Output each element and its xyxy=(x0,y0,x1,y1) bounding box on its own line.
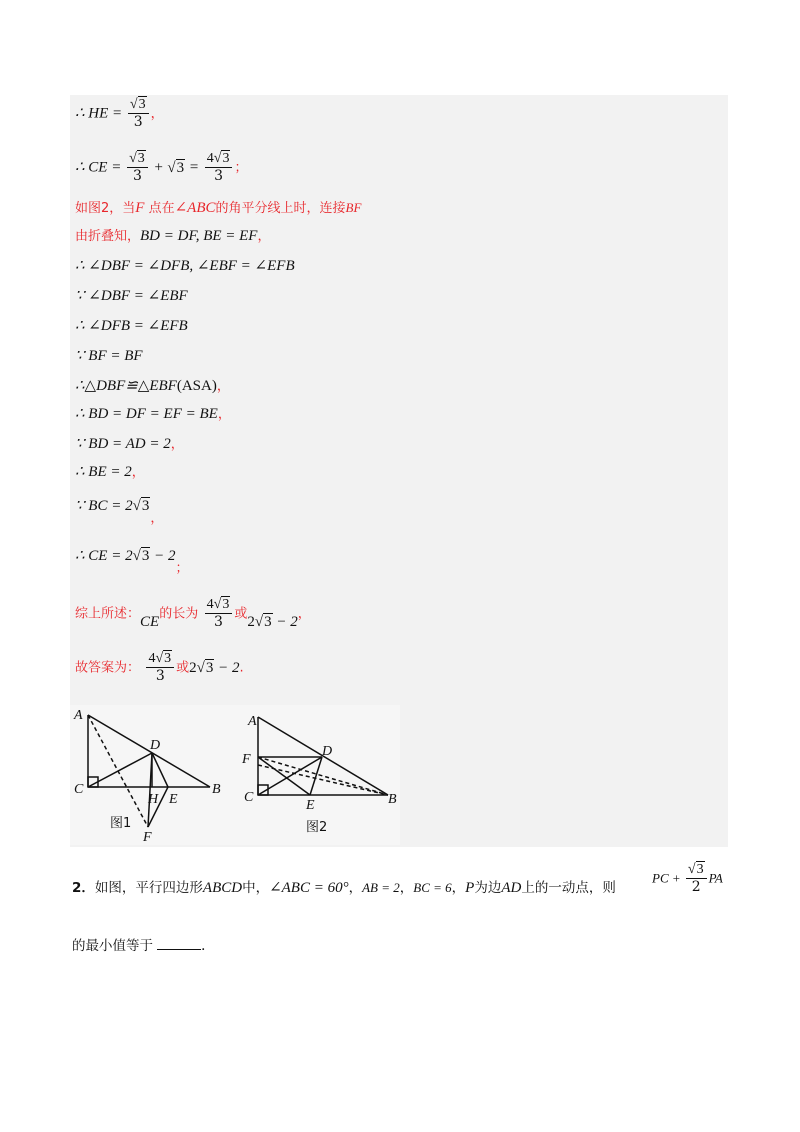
segment-ab xyxy=(88,715,210,787)
dashed-fb xyxy=(258,757,388,795)
question-2-line-1 xyxy=(72,862,732,902)
fraction-sqrt3-over-3 xyxy=(128,97,149,130)
denominator: 3 xyxy=(133,114,143,130)
fraction-4sqrt3-over-3 xyxy=(205,151,233,184)
denominator: 3 xyxy=(155,668,165,684)
line-ce-first xyxy=(75,151,247,184)
denominator: 3 xyxy=(132,168,142,184)
fraction-4sqrt3-over-3 xyxy=(146,651,174,684)
numerator: √3 xyxy=(127,151,148,168)
comma: ， xyxy=(217,407,231,422)
parallelogram-abcd: ABCD xyxy=(202,880,243,896)
line-angles-3: ∴ ∠DFB = ∠EFB xyxy=(75,318,188,334)
geometry-figure xyxy=(70,705,400,845)
question-2-line-2 xyxy=(72,934,205,954)
line-bc: ∵ BC = 2√3， xyxy=(75,498,164,526)
sqrt-3: √3 xyxy=(167,159,185,176)
numerator: 4√3 xyxy=(205,597,233,614)
numerator: √3 xyxy=(686,862,707,879)
minus-two: − 2 xyxy=(214,659,240,676)
question-2 xyxy=(72,862,732,954)
label-h1: H xyxy=(148,792,159,807)
text: 点在 xyxy=(144,201,175,216)
line-be xyxy=(75,463,145,482)
minus-two: − 2 xyxy=(150,548,176,564)
label-e2: E xyxy=(306,798,315,813)
text: 的角平分线上时，连接 xyxy=(215,201,346,216)
plus-sign: + xyxy=(149,159,168,176)
line-bd-ad xyxy=(75,435,184,454)
line-he xyxy=(75,97,164,130)
fraction-4sqrt3-over-3 xyxy=(205,597,233,630)
label-a1: A xyxy=(74,708,83,723)
radicand: 3 xyxy=(222,151,230,166)
angle-abc: ∠ABC xyxy=(174,200,216,216)
radicand: 3 xyxy=(264,613,272,630)
figure-1 xyxy=(88,715,210,827)
line-congruent xyxy=(75,377,230,396)
line-fig2-intro xyxy=(75,199,361,218)
coefficient: 2 xyxy=(189,659,197,676)
text-or: 或 xyxy=(176,660,190,676)
question-2-text: 2．如图，平行四边形ABCD中，∠ABC = 60°，AB = 2，BC = 6，P为边AD上的一动点，则 xyxy=(72,880,616,896)
caption-fig2: 图2 xyxy=(306,820,328,835)
comma: ， xyxy=(170,437,184,452)
equation: ∵ BD = AD = 2 xyxy=(75,436,171,452)
segment-ce: CE xyxy=(140,613,160,630)
fraction-sqrt3-over-3 xyxy=(127,151,148,184)
coefficient: 2 xyxy=(247,613,255,630)
dashed-fb-2 xyxy=(258,765,388,795)
point-p: P xyxy=(465,880,475,896)
text-or: 或 xyxy=(234,606,248,622)
comma: ， xyxy=(216,379,230,394)
label-f1: F xyxy=(143,830,152,845)
text: 综上所述： xyxy=(75,606,141,622)
text: 如图，平行四边形 xyxy=(94,880,203,896)
congruence: ∴△DBF≌△EBF xyxy=(75,378,177,394)
equals-sign: = xyxy=(185,159,203,176)
equation: BD = DF, BE = EF xyxy=(140,228,258,244)
asa: (ASA) xyxy=(176,378,217,394)
fraction-sqrt3-over-2 xyxy=(686,862,707,895)
radicand: 3 xyxy=(222,597,230,612)
line-angles-1: ∴ ∠DBF = ∠DFB, ∠EBF = ∠EFB xyxy=(75,258,295,274)
text: 故答案为： xyxy=(75,660,141,676)
label-a2: A xyxy=(248,714,257,729)
equation: ∴ CE = 2 xyxy=(75,548,133,564)
radicand: 3 xyxy=(141,548,150,564)
semicolon: ； xyxy=(234,160,248,176)
label-f2: F xyxy=(242,752,251,767)
equation: ∵ BC = 2 xyxy=(75,498,133,514)
text: 如图2，当 xyxy=(75,201,136,216)
numerator: 4√3 xyxy=(146,651,174,668)
label-e1: E xyxy=(169,792,178,807)
denominator: 3 xyxy=(214,168,224,184)
coefficient: 4 xyxy=(206,597,214,612)
figures-svg xyxy=(70,705,400,845)
comma: ， xyxy=(257,229,271,244)
caption-fig1: 图1 xyxy=(110,816,132,831)
semicolon: ； xyxy=(175,561,189,576)
ab-length: AB = 2 xyxy=(362,880,400,895)
ce-lhs: ∴ CE = xyxy=(75,159,126,176)
bc-length: BC = 6 xyxy=(413,880,452,895)
equation: ∴ BE = 2 xyxy=(75,464,132,480)
radicand: 3 xyxy=(176,159,185,176)
numerator: 4√3 xyxy=(205,151,233,168)
period: . xyxy=(239,660,244,676)
answer-blank[interactable] xyxy=(157,949,201,950)
radicand: 3 xyxy=(138,97,146,112)
denominator: 3 xyxy=(214,614,223,630)
text: 的长为 xyxy=(159,606,199,622)
text: 为边 xyxy=(474,880,502,896)
line-angles-2: ∵ ∠DBF = ∠EBF xyxy=(75,288,188,304)
text: 上的一动点，则 xyxy=(521,880,616,896)
point-f: F xyxy=(135,200,145,216)
line-fold xyxy=(75,227,270,246)
line-answer: 故答案为： $\frac{4√3}{3}$ 或2√3 − 2. xyxy=(75,651,244,684)
segment-bf: BF xyxy=(345,200,362,215)
line-summary: 综上所述：CE的长为 $\frac{4√3}{3}$ 或2√3 − 2， xyxy=(75,597,311,630)
radicand: 3 xyxy=(205,659,214,676)
radicand: 3 xyxy=(164,651,172,666)
pc-term: PC + xyxy=(652,870,684,886)
label-c2: C xyxy=(244,790,254,805)
comma: ， xyxy=(297,606,311,622)
segment-df xyxy=(148,753,152,827)
comma: ， xyxy=(150,511,164,526)
coefficient: 4 xyxy=(206,151,214,166)
comma: ， xyxy=(150,106,164,122)
minus-two: − 2 xyxy=(272,613,298,630)
text: 由折叠知， xyxy=(75,229,141,244)
he-lhs: ∴ HE = xyxy=(75,105,126,122)
expression-pc-pa xyxy=(652,862,723,895)
label-b1: B xyxy=(212,782,221,797)
line-ce-second: ∴ CE = 2√3 − 2； xyxy=(75,548,189,576)
pa-term: PA xyxy=(708,870,723,886)
radicand: 3 xyxy=(137,151,145,166)
text: 中， xyxy=(242,880,270,896)
radicand: 3 xyxy=(696,862,704,877)
line-bf-bf: ∵ BF = BF xyxy=(75,348,143,364)
side-ad: AD xyxy=(501,880,522,896)
text: 的最小值等于 xyxy=(72,938,153,954)
label-c1: C xyxy=(74,782,84,797)
coefficient: 4 xyxy=(148,651,156,666)
equation: ∴ BD = DF = EF = BE xyxy=(75,406,218,422)
label-b2: B xyxy=(388,792,397,807)
comma: ， xyxy=(131,465,145,480)
dashed-af xyxy=(88,715,148,827)
question-number: 2． xyxy=(72,880,95,896)
label-d2: D xyxy=(322,744,333,759)
line-equal-sides xyxy=(75,405,231,424)
segment-fe xyxy=(258,757,310,795)
solution-panel xyxy=(70,95,728,847)
segment-cd xyxy=(88,753,152,787)
label-d1: D xyxy=(150,738,161,753)
angle-abc: ∠ABC = 60° xyxy=(269,880,349,896)
denominator: 2 xyxy=(691,879,701,895)
period: . xyxy=(201,938,206,954)
radicand: 3 xyxy=(141,498,150,514)
numerator: √3 xyxy=(128,97,149,114)
